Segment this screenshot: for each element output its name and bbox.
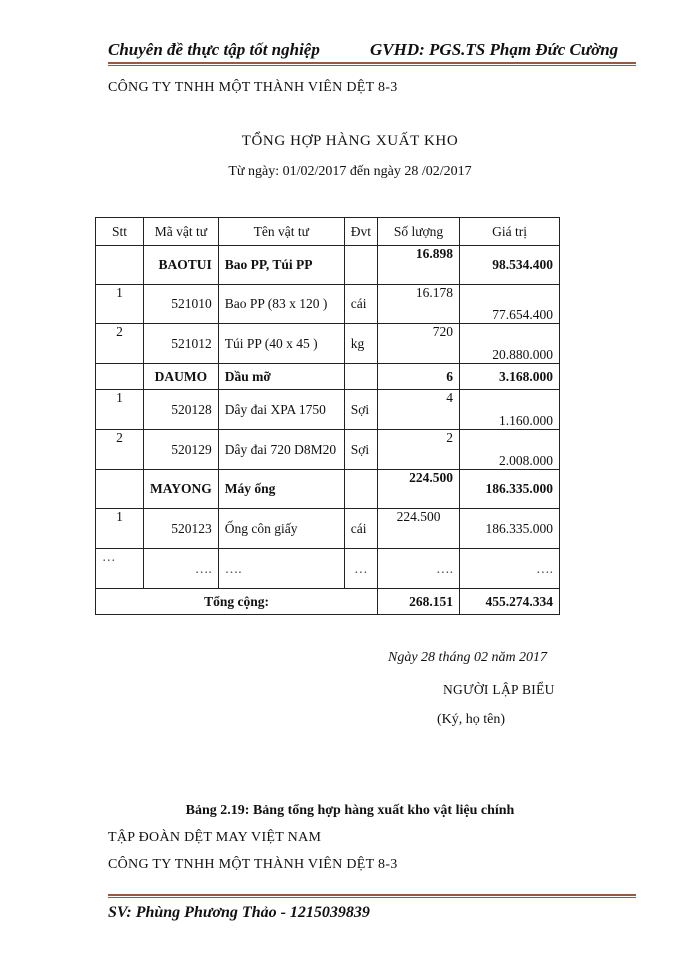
cell-material-name: Bao PP, Túi PP [218,246,344,285]
cell-value: 186.335.000 [460,509,560,549]
cell-unit: kg [344,324,377,364]
cell-quantity: 720 [378,324,460,364]
cell-stt [96,470,144,509]
cell-unit [344,246,377,285]
cell-material-name: Dây đai XPA 1750 [218,390,344,430]
cell-quantity: 16.178 [378,285,460,324]
cell-stt: … [96,549,144,589]
cell-material-name: Ống côn giấy [218,509,344,549]
cell-unit: Sợi [344,430,377,470]
group-name: TẬP ĐOÀN DỆT MAY VIỆT NAM [108,830,322,845]
table-header-row [96,218,560,246]
header-quantity: Số lượng [378,218,460,246]
signature-note: (Ký, họ tên) [437,712,506,727]
cell-material-name: …. [218,549,344,589]
cell-material-code: 520129 [144,430,219,470]
cell-value: 77.654.400 [460,285,560,324]
total-quantity: 268.151 [378,589,460,615]
total-value: 455.274.334 [460,589,560,615]
cell-unit: cái [344,509,377,549]
table-row-group [96,364,560,390]
header-course-title: Chuyên đề thực tập tốt nghiệp [108,40,320,59]
total-label: Tổng cộng: [96,589,378,615]
cell-unit: cái [344,285,377,324]
table-row-group [96,246,560,285]
footer-rule-thin [108,897,636,898]
cell-stt: 1 [96,285,144,324]
cell-quantity: …. [378,549,460,589]
header-material-name: Tên vật tư [218,218,344,246]
table-total-row [96,589,560,615]
page-header [108,40,636,62]
cell-value: 186.335.000 [460,470,560,509]
page-footer-student: SV: Phùng Phương Thảo - 1215039839 [108,904,370,921]
footer-rule [108,894,636,896]
header-rule [108,62,636,64]
cell-stt [96,364,144,390]
cell-stt: 2 [96,430,144,470]
cell-material-code: BAOTUI [144,246,219,285]
header-material-code: Mã vật tư [144,218,219,246]
cell-unit: Sợi [344,390,377,430]
export-summary-table [95,217,560,615]
cell-material-name: Máy ống [218,470,344,509]
report-title: TỔNG HỢP HÀNG XUẤT KHO [241,133,459,149]
table-row-ellipsis [96,549,560,589]
cell-material-code: 520123 [144,509,219,549]
table-caption: Bảng 2.19: Bảng tổng hợp hàng xuất kho vật liệu chính [185,803,515,818]
cell-quantity: 224.500 [378,509,460,549]
table-row [96,509,560,549]
cell-quantity: 224.500 [378,470,460,509]
signature-role: NGƯỜI LẬP BIỂU [443,682,555,697]
cell-stt [96,246,144,285]
date-range: Từ ngày: 01/02/2017 đến ngày 28 /02/2017 [228,164,472,179]
cell-material-code: DAUMO [144,364,219,390]
cell-quantity: 4 [378,390,460,430]
cell-stt: 1 [96,509,144,549]
cell-unit [344,470,377,509]
table-row [96,390,560,430]
company-name: CÔNG TY TNHH MỘT THÀNH VIÊN DỆT 8-3 [108,80,398,95]
cell-material-name: Bao PP (83 x 120 ) [218,285,344,324]
header-stt: Stt [96,218,144,246]
cell-material-code: 520128 [144,390,219,430]
company-name-footer: CÔNG TY TNHH MỘT THÀNH VIÊN DỆT 8-3 [108,857,398,872]
cell-quantity: 2 [378,430,460,470]
cell-value: 3.168.000 [460,364,560,390]
table-row-group [96,470,560,509]
cell-stt: 2 [96,324,144,364]
cell-value: 20.880.000 [460,324,560,364]
cell-unit: … [344,549,377,589]
header-value: Giá trị [460,218,560,246]
table-row [96,430,560,470]
cell-material-name: Dây đai 720 D8M20 [218,430,344,470]
cell-material-code: 521010 [144,285,219,324]
header-rule-thin [108,65,636,66]
signature-date: Ngày 28 tháng 02 năm 2017 [388,650,548,665]
cell-material-name: Dầu mỡ [218,364,344,390]
cell-material-name: Túi PP (40 x 45 ) [218,324,344,364]
cell-value: 2.008.000 [460,430,560,470]
header-supervisor: GVHD: PGS.TS Phạm Đức Cường [370,40,619,59]
cell-quantity: 16.898 [378,246,460,285]
table-row [96,324,560,364]
cell-stt: 1 [96,390,144,430]
cell-material-code: 521012 [144,324,219,364]
cell-value: 1.160.000 [460,390,560,430]
cell-unit [344,364,377,390]
cell-value: …. [460,549,560,589]
cell-value: 98.534.400 [460,246,560,285]
cell-material-code: …. [144,549,219,589]
table-row [96,285,560,324]
header-unit: Đvt [344,218,377,246]
cell-quantity: 6 [378,364,460,390]
cell-material-code: MAYONG [144,470,219,509]
